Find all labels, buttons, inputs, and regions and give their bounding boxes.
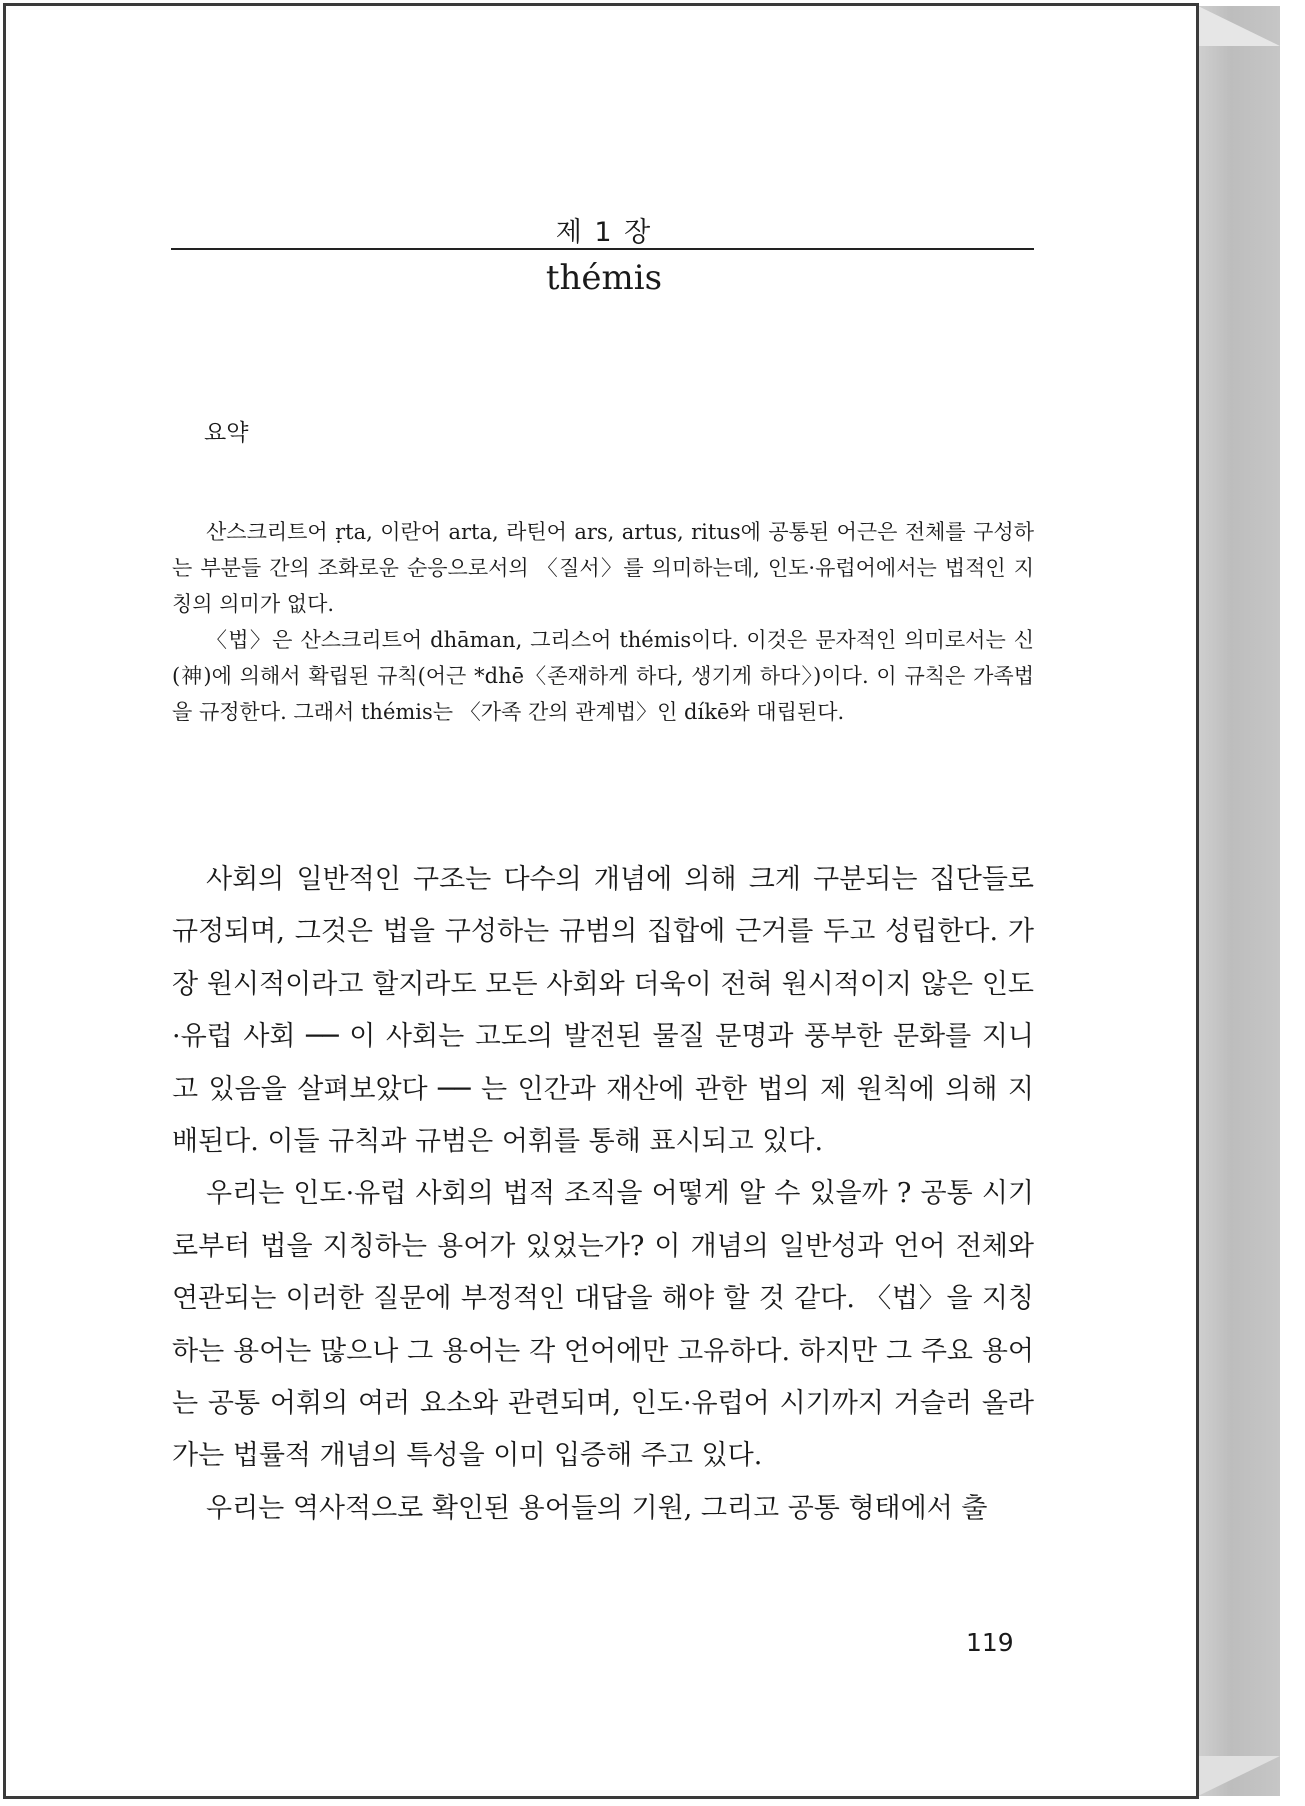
- body-paragraph: 우리는 인도·유럽 사회의 법적 조직을 어떻게 알 수 있을까 ? 공통 시기로부터 법을 지칭하는 용어가 있었는가? 이 개념의 일반성과 언어 전체와 연관되는 이러한 질문에 부정적인 대답을 해야 할 것 같다. 〈법〉을 지칭하는 용어는 많으나 그 용어는 각 언어에만 고유하다. 하지만 그 주요 용어는 공통 어휘의 여러 요소와 관련되며, 인도·유럽어 시기까지 거슬러 올라가는 법률적 개념의 특성을 이미 입증해 주고 있다.: [172, 1178, 1034, 1472]
- book-page-edge: [1198, 6, 1280, 1796]
- body-paragraph: 우리는 역사적으로 확인된 용어들의 기원, 그리고 공통 형태에서 출: [206, 1492, 988, 1524]
- chapter-rule: [171, 248, 1034, 250]
- page-number: 119: [966, 1628, 1014, 1657]
- summary-block: [172, 514, 1034, 730]
- summary-paragraph: 〈법〉은 산스크리트어 dhāman, 그리스어 thémis이다. 이것은 문자적인 의미로서는 신(神)에 의해서 확립된 규칙(어근 *dhē〈존재하게 하다, 생기게 하다〉)이다. 이 규칙은 가족법을 규정한다. 그래서 thémis는 〈가족 간의 관계법〉인 díkē와 대립된다.: [172, 628, 1034, 724]
- summary-heading: 요약: [204, 420, 249, 446]
- book-page: [3, 3, 1199, 1799]
- body-paragraph: 사회의 일반적인 구조는 다수의 개념에 의해 크게 구분되는 집단들로 규정되며, 그것은 법을 구성하는 규범의 집합에 근거를 두고 성립한다. 가장 원시적이라고 할지라도 모든 사회와 더욱이 전혀 원시적이지 않은 인도·유럽 사회 ── 이 사회는 고도의 발전된 물질 문명과 풍부한 문화를 지니고 있음을 살펴보았다 ── 는 인간과 재산에 관한 법의 제 원칙에 의해 지배된다. 이들 규칙과 규범은 어휘를 통해 표시되고 있다.: [172, 864, 1034, 1158]
- chapter-title: thémis: [545, 258, 663, 298]
- summary-paragraph: 산스크리트어 ṛta, 이란어 arta, 라틴어 ars, artus, ritus에 공통된 어근은 전체를 구성하는 부분들 간의 조화로운 순응으로서의 〈질서〉를 의미하는데, 인도·유럽어에서는 법적인 지칭의 의미가 없다.: [172, 520, 1034, 616]
- chapter-label: 제 1 장: [555, 217, 653, 248]
- body-text: [172, 854, 1034, 1535]
